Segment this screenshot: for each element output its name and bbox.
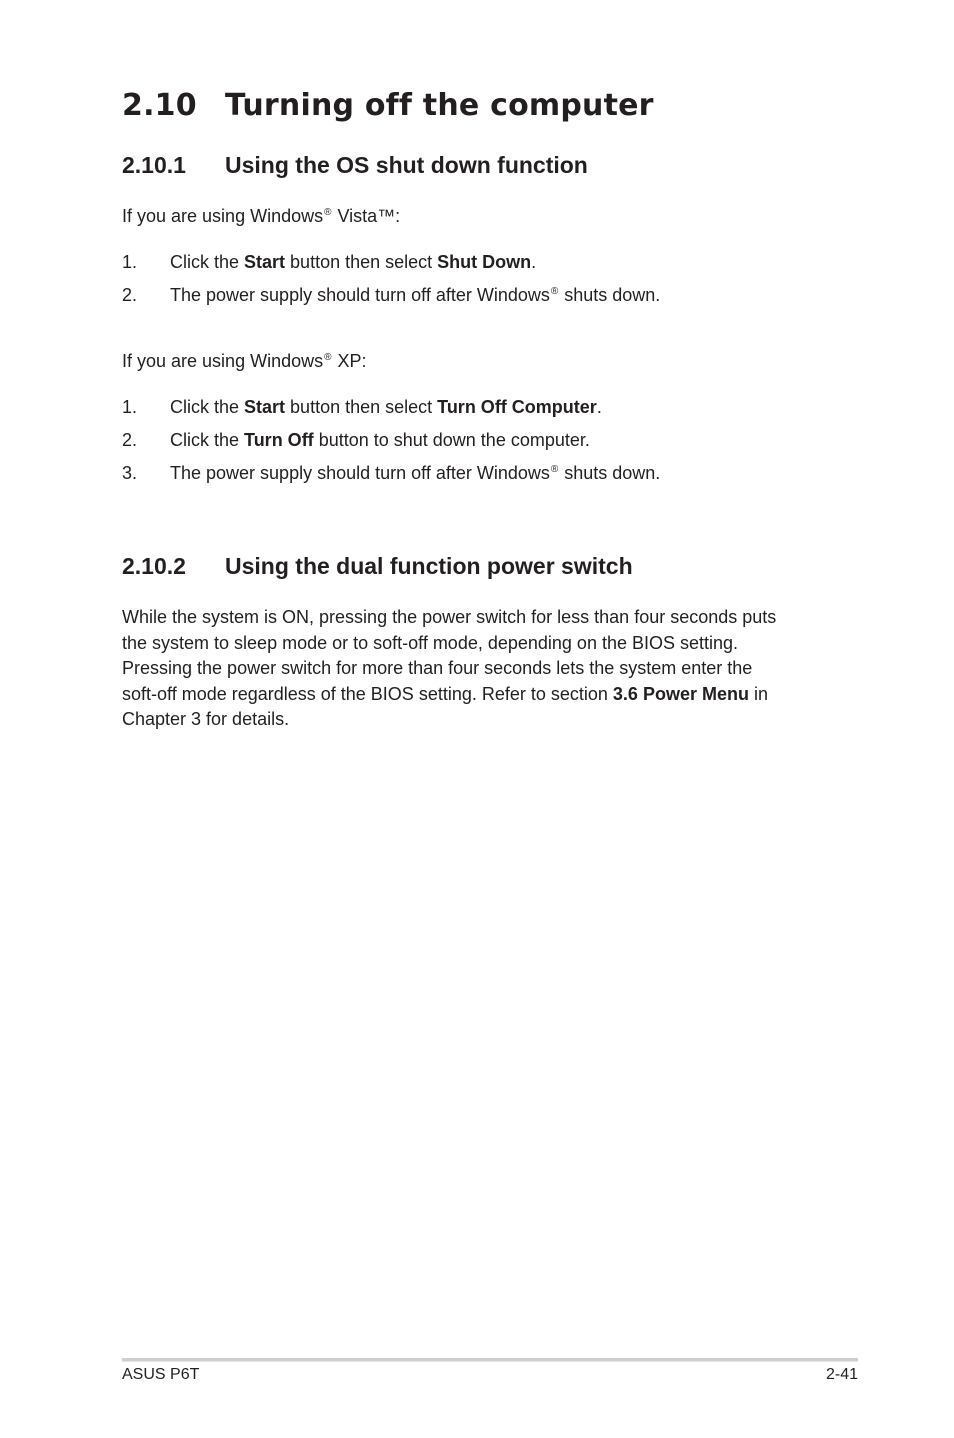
footer-page-number: 2-41 xyxy=(825,1366,858,1383)
section-reference: 3.6 Power Menu xyxy=(612,683,749,704)
section-number: 2.10.2 xyxy=(122,553,186,579)
intro-text-end: XP: xyxy=(332,351,367,371)
bold-term: Start xyxy=(244,397,286,417)
list-text: . xyxy=(531,252,537,272)
paragraph-line: While the system is ON, pressing the power switch for less than four seconds puts xyxy=(122,607,777,627)
paragraph-text: soft-off mode regardless of the BIOS setting. Refer to section xyxy=(122,683,613,704)
list-text: Click the xyxy=(170,252,245,272)
list-item xyxy=(122,252,536,273)
section-heading-os-shutdown xyxy=(122,152,588,179)
section-heading-power-switch xyxy=(122,553,633,580)
list-item xyxy=(122,397,602,418)
bold-term: Turn Off Computer xyxy=(437,397,597,417)
list-text: shuts down. xyxy=(559,285,661,305)
footer-divider xyxy=(122,1358,858,1362)
list-text: Click the xyxy=(170,430,245,450)
section-title: Using the OS shut down function xyxy=(225,152,588,178)
list-item xyxy=(122,463,660,484)
paragraph-line: Chapter 3 for details. xyxy=(122,709,290,729)
bold-term: Turn Off xyxy=(244,430,314,450)
intro-text: If you are using Windows xyxy=(122,351,324,371)
list-number: 3. xyxy=(122,463,138,483)
list-text: button then select xyxy=(285,397,438,417)
title-number: 2.10 xyxy=(122,88,197,123)
section-title: Using the dual function power switch xyxy=(225,553,633,579)
list-item xyxy=(122,285,660,306)
list-text: The power supply should turn off after Windows xyxy=(170,285,550,305)
page-title xyxy=(122,88,654,123)
list-text: button to shut down the computer. xyxy=(313,430,590,450)
power-switch-paragraph xyxy=(122,605,842,733)
intro-text-end: Vista™: xyxy=(332,206,401,226)
registered-mark: ® xyxy=(324,352,332,363)
paragraph-line: Pressing the power switch for more than four seconds lets the system enter the xyxy=(122,658,753,678)
list-text: Click the xyxy=(170,397,245,417)
paragraph-text: in xyxy=(748,683,768,704)
title-text: Turning off the computer xyxy=(225,88,654,123)
footer-product: ASUS P6T xyxy=(122,1366,200,1383)
list-number: 2. xyxy=(122,430,138,450)
paragraph-line: the system to sleep mode or to soft-off mode, depending on the BIOS setting. xyxy=(122,632,739,653)
intro-text: If you are using Windows xyxy=(122,206,324,226)
list-number: 2. xyxy=(122,285,138,305)
list-text: shuts down. xyxy=(559,463,661,483)
bold-term: Shut Down xyxy=(437,252,532,272)
list-text: button then select xyxy=(285,252,438,272)
xp-intro xyxy=(122,351,366,372)
registered-mark: ® xyxy=(324,207,332,218)
registered-mark: ® xyxy=(550,286,559,297)
section-number: 2.10.1 xyxy=(122,152,186,178)
bold-term: Start xyxy=(244,252,286,272)
list-text: The power supply should turn off after Windows xyxy=(170,463,550,483)
registered-mark: ® xyxy=(550,464,559,475)
paragraph-line xyxy=(122,682,842,708)
vista-intro xyxy=(122,206,400,227)
list-number: 1. xyxy=(122,252,138,272)
list-number: 1. xyxy=(122,397,138,417)
list-text: . xyxy=(596,397,602,417)
list-item xyxy=(122,430,590,451)
